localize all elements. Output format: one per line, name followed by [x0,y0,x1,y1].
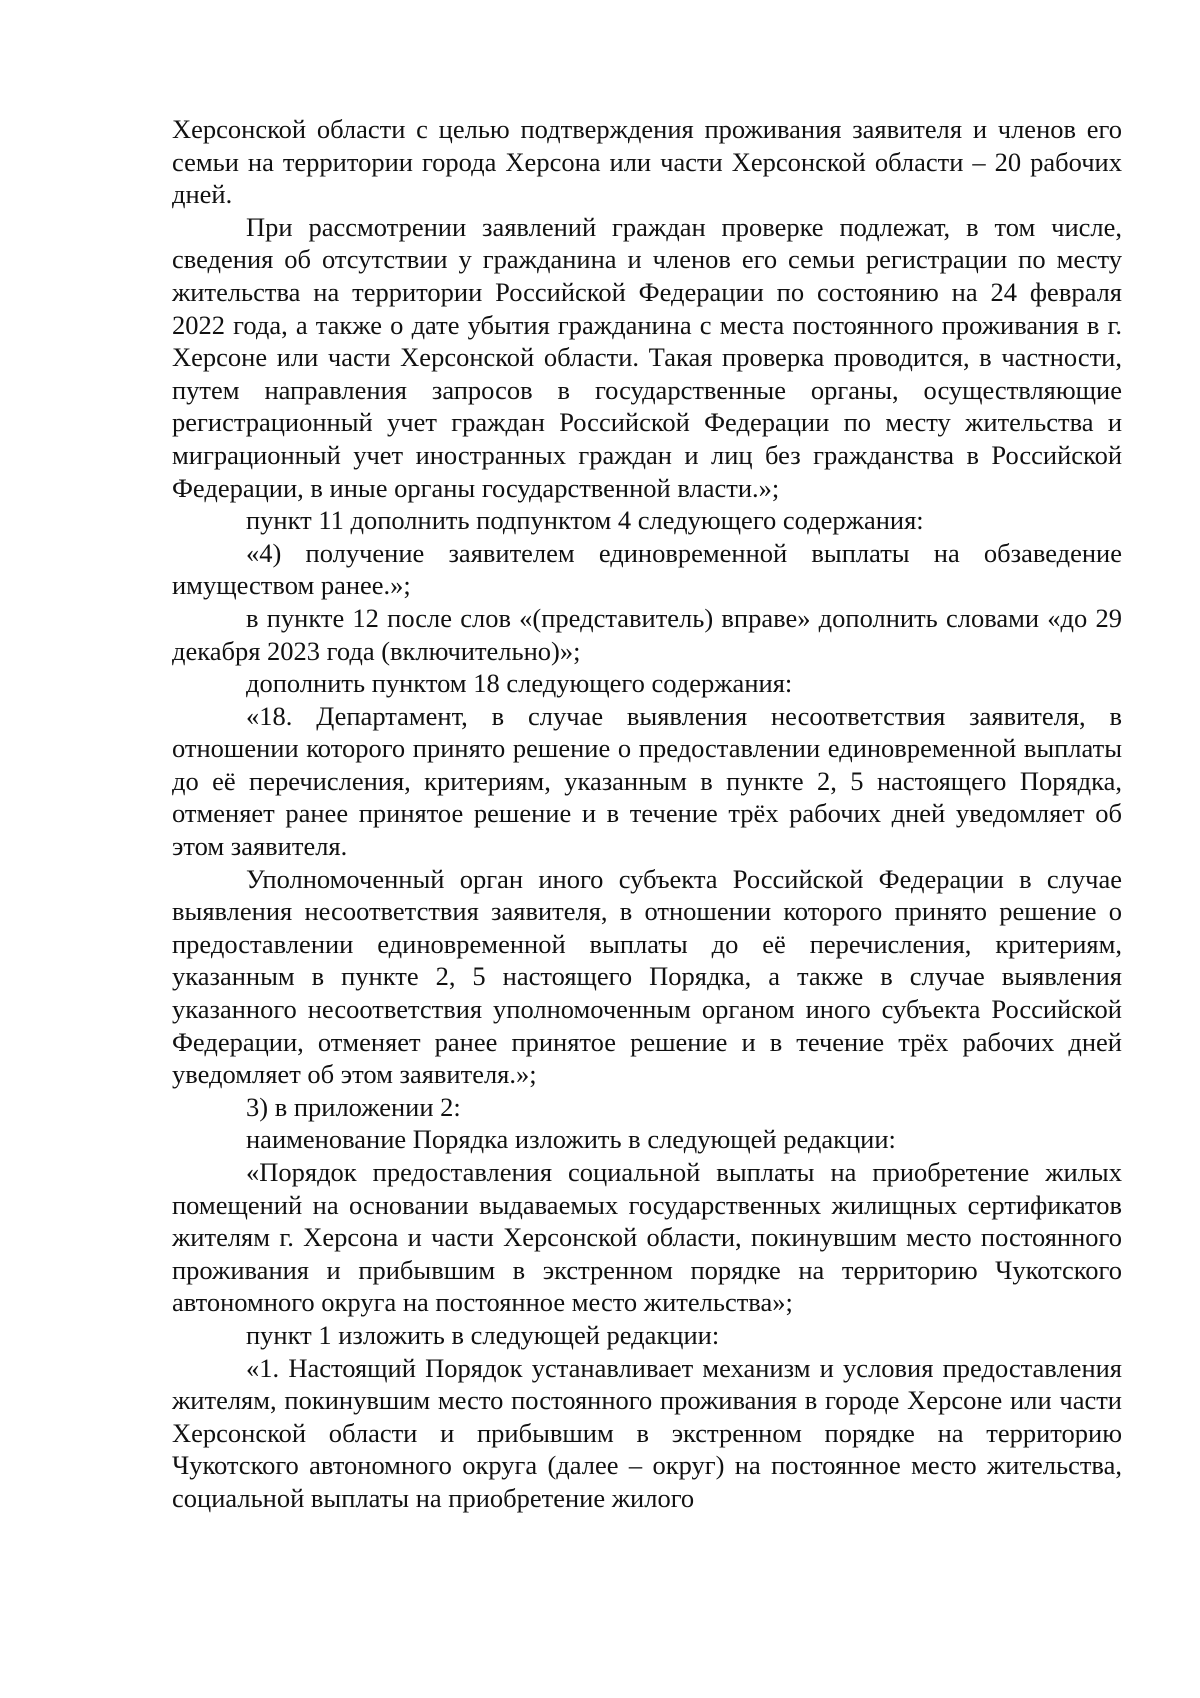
paragraph-point-18: «18. Департамент, в случае выявления несоответствия заявителя, в отношении которого принято решение о предоставлении единовременной выплаты до её перечисления, критериям, указанным в пункте 2, 5 настоящего Порядка, отменяет ранее принятое решение и в течение трёх рабочих дней уведомляет об этом заявителя. [172,700,1122,862]
paragraph-point-1: «1. Настоящий Порядок устанавливает механизм и условия предоставления жителям, покинувшим место постоянного проживания в городе Херсоне или части Херсонской области и прибывшим в экстренном порядке на территорию Чукотского автономного округа (далее – округ) на постоянное место жительства, социальной выплаты на приобретение жилого [172,1352,1122,1513]
paragraph-procedure-name: «Порядок предоставления социальной выплаты на приобретение жилых помещений на основании выдаваемых государственных жилищных сертификатов жителям г. Херсона и части Херсонской области, покинувшим место постоянного проживания и прибывшим в экстренном порядке на территорию Чукотского автономного округа на постоянное место жительства»; [172,1157,1122,1318]
paragraph-appendix-2: 3) в приложении 2: [246,1091,461,1122]
paragraph-subpoint-4: «4) получение заявителем единовременной выплаты на обзаведение имуществом ранее.»; [172,537,1122,601]
paragraph-procedure-name-intro: наименование Порядка изложить в следующей редакции: [246,1124,896,1155]
paragraph-point-1-intro: пункт 1 изложить в следующей редакции: [246,1319,720,1350]
document-body [172,113,1122,1515]
paragraph-point-12: в пункте 12 после слов «(представитель) вправе» дополнить словами «до 29 декабря 2023 года (включительно)»; [172,602,1122,666]
paragraph-verification: При рассмотрении заявлений граждан проверке подлежат, в том числе, сведения об отсутствии у гражданина и членов его семьи регистрации по месту жительства на территории Российской Федерации по состоянию на 24 февраля 2022 года, а также о дате убытия гражданина с места постоянного проживания в г. Херсоне или части Херсонской области. Такая проверка проводится, в частности, путем направления запросов в государственные органы, осуществляющие регистрационный учет граждан Российской Федерации по месту жительства и миграционный учет иностранных граждан и лиц без гражданства в Российской Федерации, в иные органы государственной власти.»; [172,211,1122,503]
paragraph-continuation: Херсонской области с целью подтверждения проживания заявителя и членов его семьи на территории города Херсона или части Херсонской области – 20 рабочих дней. [172,114,1122,210]
paragraph-point-18-intro: дополнить пунктом 18 следующего содержания: [246,668,793,699]
paragraph-point-11: пункт 11 дополнить подпунктом 4 следующего содержания: [246,505,924,536]
paragraph-authorized-body: Уполномоченный орган иного субъекта Российской Федерации в случае выявления несоответствия заявителя, в отношении которого принято решение о предоставлении единовременной выплаты до её перечисления, критериям, указанным в пункте 2, 5 настоящего Порядка, а также в случае выявления указанного несоответствия уполномоченным органом иного субъекта Российской Федерации, отменяет ранее принятое решение и в течение трёх рабочих дней уведомляет об этом заявителя.»; [172,863,1122,1090]
